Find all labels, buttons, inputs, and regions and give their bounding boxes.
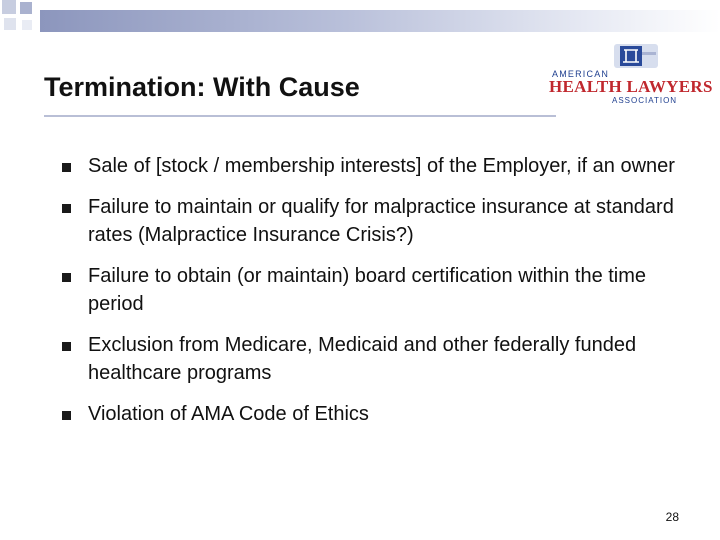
square-bullet-icon: [62, 204, 71, 213]
bullet-item: [60, 262, 680, 318]
seal-icon: [614, 42, 658, 70]
square-bullet-icon: [62, 411, 71, 420]
logo-line-health-lawyers: HEALTH LAWYERS: [549, 77, 713, 96]
aha-logo: [548, 42, 713, 108]
bullet-item: [60, 152, 680, 180]
bullet-item: [60, 400, 680, 428]
bullet-text: Failure to maintain or qualify for malpractice insurance at standard rates (Malpractice Insurance Crisis?): [88, 196, 674, 246]
corner-squares-decoration: [0, 0, 160, 50]
bullet-text: Failure to obtain (or maintain) board certification within the time period: [88, 265, 647, 315]
square-bullet-icon: [62, 342, 71, 351]
bullet-text: Violation of AMA Code of Ethics: [88, 403, 369, 425]
logo-line-american: AMERICAN: [552, 69, 610, 79]
bullet-item: [60, 193, 680, 249]
bullet-list: [60, 152, 680, 441]
bullet-item: [60, 331, 680, 387]
square-bullet-icon: [62, 273, 71, 282]
title-divider: [44, 115, 556, 117]
slide-title: Termination: With Cause: [44, 72, 360, 102]
logo-line-association: ASSOCIATION: [612, 96, 678, 105]
bullet-text: Sale of [stock / membership interests] of the Employer, if an owner: [88, 155, 675, 177]
page-number: 28: [665, 510, 679, 524]
bullet-text: Exclusion from Medicare, Medicaid and other federally funded healthcare programs: [88, 334, 637, 384]
square-bullet-icon: [62, 163, 71, 172]
